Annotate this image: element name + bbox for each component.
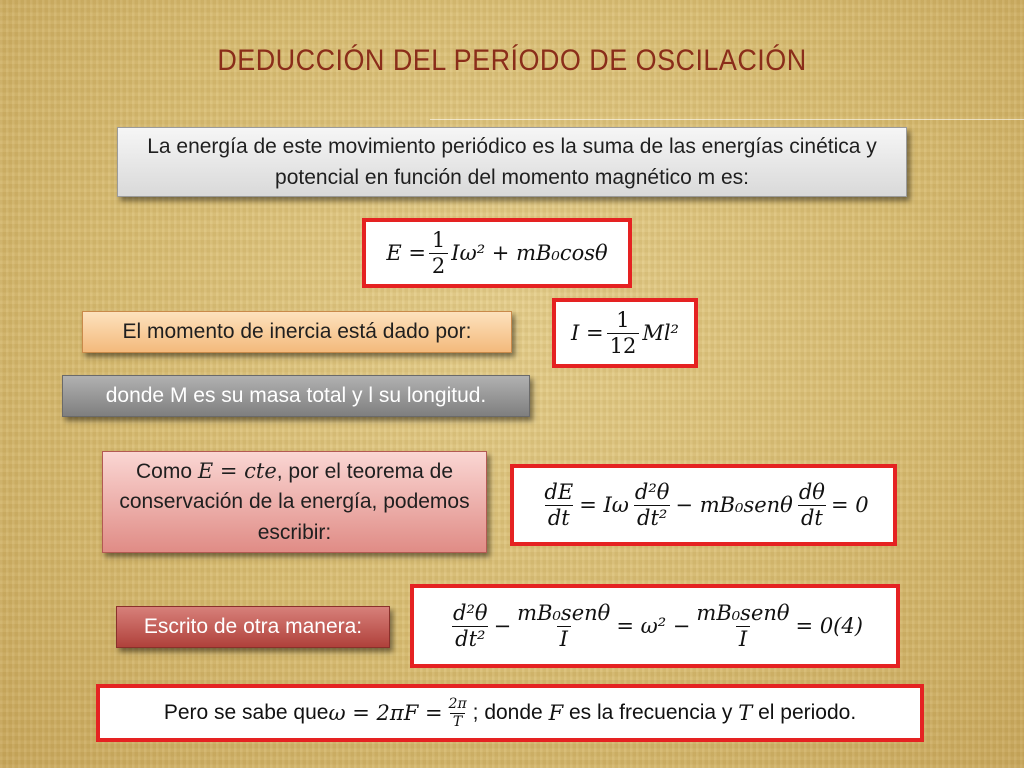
mass-text-box [62,375,530,417]
osc-mid: = ω² − [616,614,691,638]
osc-f2-num: mB₀senθ [517,601,611,626]
osc-f3-num: mB₀senθ [696,601,790,626]
energy-fraction [429,228,448,277]
inertia-rhs: Ml² [642,321,679,345]
osc-f1-den: dt² [452,626,488,651]
energy-equation [362,218,632,288]
osc-f1 [450,601,491,650]
inertia-text-box [82,311,512,353]
inertia-fraction-den: 12 [607,333,640,358]
energy-rhs: Iω² + mB₀cosθ [451,241,608,265]
dtheta-num: dθ [798,480,825,505]
osc-f1-num: d²θ [453,601,488,626]
period-pre: Pero se sabe que [163,701,329,724]
oscillation-equation [410,584,900,668]
period-F: F [548,701,564,725]
osc-f3-den: I [736,626,750,651]
derivative-eq1: = Iω [579,493,629,517]
slide-title: DEDUCCIÓN DEL PERÍODO DE OSCILACIÓN [217,44,807,77]
conservation-text [117,456,472,548]
osc-op1: − [493,614,512,638]
d2theta-fraction [632,480,673,529]
inertia-lhs: I = [571,321,604,345]
derivative-equation [510,464,897,546]
period-statement [96,684,924,742]
osc-f3 [693,601,792,650]
energy-fraction-num: 1 [431,228,446,253]
title-divider [430,119,1024,120]
dtheta-fraction [796,480,828,529]
period-mid: ; donde [472,701,549,724]
dEdt-den: dt [545,505,573,530]
energy-fraction-den: 2 [429,253,448,278]
period-T: T [738,701,753,725]
conservation-text-box [102,451,487,553]
period-post: el periodo. [752,701,857,724]
d2theta-num: d²θ [634,480,670,505]
conservation-math: E = cte [197,458,277,483]
period-frac-num: 2π [448,696,467,713]
dtheta-den: dt [798,505,826,530]
period-math: ω = 2πF = [328,701,443,725]
rewrite-text: Escrito de otra manera: [143,615,363,639]
osc-f2-den: I [557,626,571,651]
period-mid2: es la frecuencia y [563,701,739,724]
energy-lhs: E = [386,241,426,265]
rewrite-text-box [116,606,390,648]
period-fraction [446,696,470,729]
inertia-fraction-num: 1 [616,308,630,333]
derivative-end: = 0 [830,493,869,517]
intro-text-box [117,127,907,197]
dEdt-fraction [541,480,576,529]
derivative-mid: − mB₀senθ [675,493,793,517]
inertia-equation [552,298,698,368]
intro-text: La energía de este movimiento periódico es la suma de las energías cinética y potencial en función del momento magnético m es: [147,134,877,189]
osc-end: = 0(4) [795,614,863,638]
inertia-text: El momento de inercia está dado por: [122,320,472,344]
inertia-fraction [607,308,640,357]
conservation-post: , por el teorema de conservación de la energía, podemos escribir: [119,459,470,544]
d2theta-den: dt² [634,505,670,530]
osc-f2 [514,601,613,650]
dEdt-num: dE [544,480,574,505]
conservation-pre: Como [135,459,198,483]
period-frac-den: T [450,713,465,730]
mass-text: donde M es su masa total y l su longitud. [105,384,487,408]
